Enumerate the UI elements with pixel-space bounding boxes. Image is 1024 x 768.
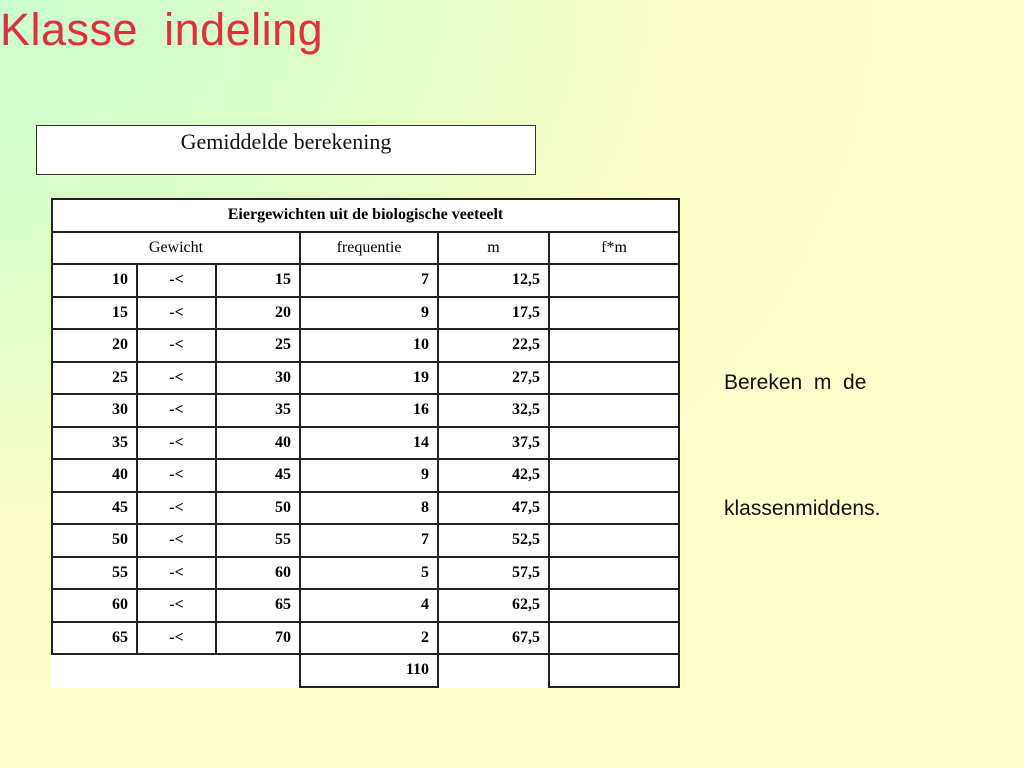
cell-class-low: 15 — [52, 297, 137, 330]
cell-class-low: 65 — [52, 622, 137, 655]
cell-frequency: 7 — [300, 264, 438, 297]
cell-f-times-m — [549, 622, 679, 655]
total-row-spacer — [52, 654, 300, 687]
cell-class-high: 40 — [216, 427, 300, 460]
cell-class-high: 20 — [216, 297, 300, 330]
cell-class-low: 20 — [52, 329, 137, 362]
cell-f-times-m — [549, 427, 679, 460]
cell-class-separator: -< — [137, 622, 216, 655]
cell-f-times-m — [549, 297, 679, 330]
cell-class-separator: -< — [137, 492, 216, 525]
table-row — [52, 524, 679, 557]
cell-class-middle: 42,5 — [438, 459, 549, 492]
cell-frequency: 9 — [300, 459, 438, 492]
cell-frequency: 8 — [300, 492, 438, 525]
cell-class-middle: 17,5 — [438, 297, 549, 330]
cell-class-middle: 32,5 — [438, 394, 549, 427]
cell-class-high: 15 — [216, 264, 300, 297]
cell-class-high: 60 — [216, 557, 300, 590]
cell-class-low: 40 — [52, 459, 137, 492]
cell-f-times-m — [549, 329, 679, 362]
cell-class-low: 35 — [52, 427, 137, 460]
frequency-table — [51, 198, 680, 688]
cell-f-times-m — [549, 492, 679, 525]
instruction-note — [724, 278, 880, 572]
cell-class-low: 10 — [52, 264, 137, 297]
cell-f-times-m — [549, 524, 679, 557]
slide-title: Klasse indeling — [0, 4, 324, 55]
header-fm: f*m — [549, 232, 679, 265]
cell-class-separator: -< — [137, 589, 216, 622]
cell-class-separator: -< — [137, 394, 216, 427]
table-row — [52, 427, 679, 460]
cell-frequency: 19 — [300, 362, 438, 395]
cell-class-high: 45 — [216, 459, 300, 492]
total-f-times-m — [549, 654, 679, 687]
cell-frequency: 14 — [300, 427, 438, 460]
table-row — [52, 297, 679, 330]
cell-frequency: 4 — [300, 589, 438, 622]
table-row — [52, 622, 679, 655]
cell-frequency: 16 — [300, 394, 438, 427]
cell-class-middle: 57,5 — [438, 557, 549, 590]
cell-class-separator: -< — [137, 297, 216, 330]
total-frequency: 110 — [300, 654, 438, 687]
table-row — [52, 589, 679, 622]
table-row — [52, 492, 679, 525]
cell-frequency: 5 — [300, 557, 438, 590]
cell-frequency: 9 — [300, 297, 438, 330]
table-caption: Eiergewichten uit de biologische veeteelt — [52, 199, 679, 232]
cell-class-middle: 12,5 — [438, 264, 549, 297]
cell-class-high: 70 — [216, 622, 300, 655]
cell-class-separator: -< — [137, 524, 216, 557]
cell-class-middle: 37,5 — [438, 427, 549, 460]
cell-f-times-m — [549, 394, 679, 427]
cell-class-high: 30 — [216, 362, 300, 395]
table-row — [52, 362, 679, 395]
table-row — [52, 329, 679, 362]
cell-class-middle: 27,5 — [438, 362, 549, 395]
cell-class-low: 30 — [52, 394, 137, 427]
cell-class-separator: -< — [137, 427, 216, 460]
cell-class-separator: -< — [137, 459, 216, 492]
cell-frequency: 7 — [300, 524, 438, 557]
cell-class-low: 60 — [52, 589, 137, 622]
table-caption-row — [52, 199, 679, 232]
cell-f-times-m — [549, 264, 679, 297]
cell-frequency: 10 — [300, 329, 438, 362]
cell-f-times-m — [549, 459, 679, 492]
header-m: m — [438, 232, 549, 265]
cell-class-low: 50 — [52, 524, 137, 557]
instruction-line-2: klassenmiddens. — [724, 497, 881, 520]
cell-class-middle: 62,5 — [438, 589, 549, 622]
cell-f-times-m — [549, 589, 679, 622]
table-total-row — [52, 654, 679, 687]
cell-class-separator: -< — [137, 362, 216, 395]
cell-class-low: 55 — [52, 557, 137, 590]
cell-f-times-m — [549, 557, 679, 590]
total-row-gap — [438, 654, 549, 687]
table-row — [52, 459, 679, 492]
cell-class-high: 65 — [216, 589, 300, 622]
header-frequency: frequentie — [300, 232, 438, 265]
cell-frequency: 2 — [300, 622, 438, 655]
table-row — [52, 264, 679, 297]
subtitle-text: Gemiddelde berekening — [180, 129, 392, 154]
cell-class-middle: 52,5 — [438, 524, 549, 557]
cell-class-high: 35 — [216, 394, 300, 427]
cell-class-separator: -< — [137, 264, 216, 297]
subtitle-box — [36, 125, 536, 175]
cell-class-middle: 22,5 — [438, 329, 549, 362]
cell-class-high: 50 — [216, 492, 300, 525]
table-row — [52, 557, 679, 590]
cell-class-separator: -< — [137, 329, 216, 362]
cell-class-separator: -< — [137, 557, 216, 590]
cell-class-low: 45 — [52, 492, 137, 525]
table-row — [52, 394, 679, 427]
cell-class-high: 55 — [216, 524, 300, 557]
cell-class-low: 25 — [52, 362, 137, 395]
header-weight: Gewicht — [52, 232, 300, 265]
cell-class-middle: 47,5 — [438, 492, 549, 525]
cell-class-middle: 67,5 — [438, 622, 549, 655]
instruction-line-1: Bereken m de — [724, 371, 867, 394]
table-header-row — [52, 232, 679, 265]
cell-class-high: 25 — [216, 329, 300, 362]
cell-f-times-m — [549, 362, 679, 395]
